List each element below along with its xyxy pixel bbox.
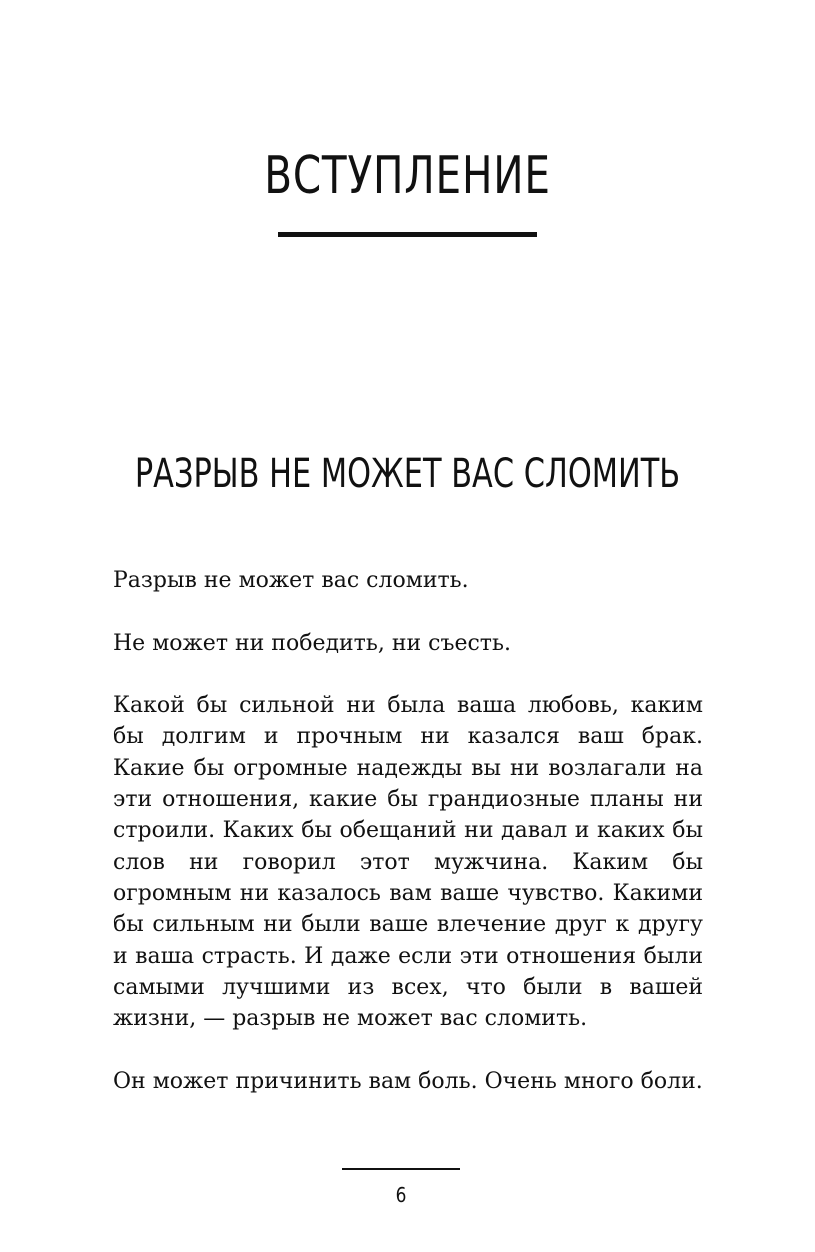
- paragraph: Разрыв не может вас сломить.: [113, 568, 469, 593]
- paragraph: Не может ни победить, ни съесть.: [113, 630, 511, 656]
- paragraph: Он может причинить вам боль. Очень много боли.: [113, 1068, 703, 1094]
- section-title: РАЗРЫВ НЕ МОЖЕТ ВАС СЛОМИТЬ: [134, 451, 681, 497]
- title-underline: [278, 232, 537, 237]
- page-number: 6: [395, 1183, 407, 1207]
- footer-rule: [342, 1168, 460, 1170]
- chapter-title: ВСТУПЛЕНИЕ: [264, 146, 551, 206]
- paragraph: Какой бы сильной ни была ваша любовь, каким бы долгим и прочным ни казался ваш брак. Какие бы огромные надежды вы ни возлагали на эти отношения, какие бы грандиозные планы ни строили. Каких бы обещаний ни давал и каких бы слов ни говорил этот мужчина. Каким бы огромным ни казалось вам ваше чувство. Какими бы сильным ни были ваше влечение друг к другу и ваша страсть. И даже если эти отношения были самыми лучшими из всех, что были в вашей жизни, — разрыв не может вас сломить.: [113, 693, 703, 1032]
- body-text: [113, 565, 703, 1128]
